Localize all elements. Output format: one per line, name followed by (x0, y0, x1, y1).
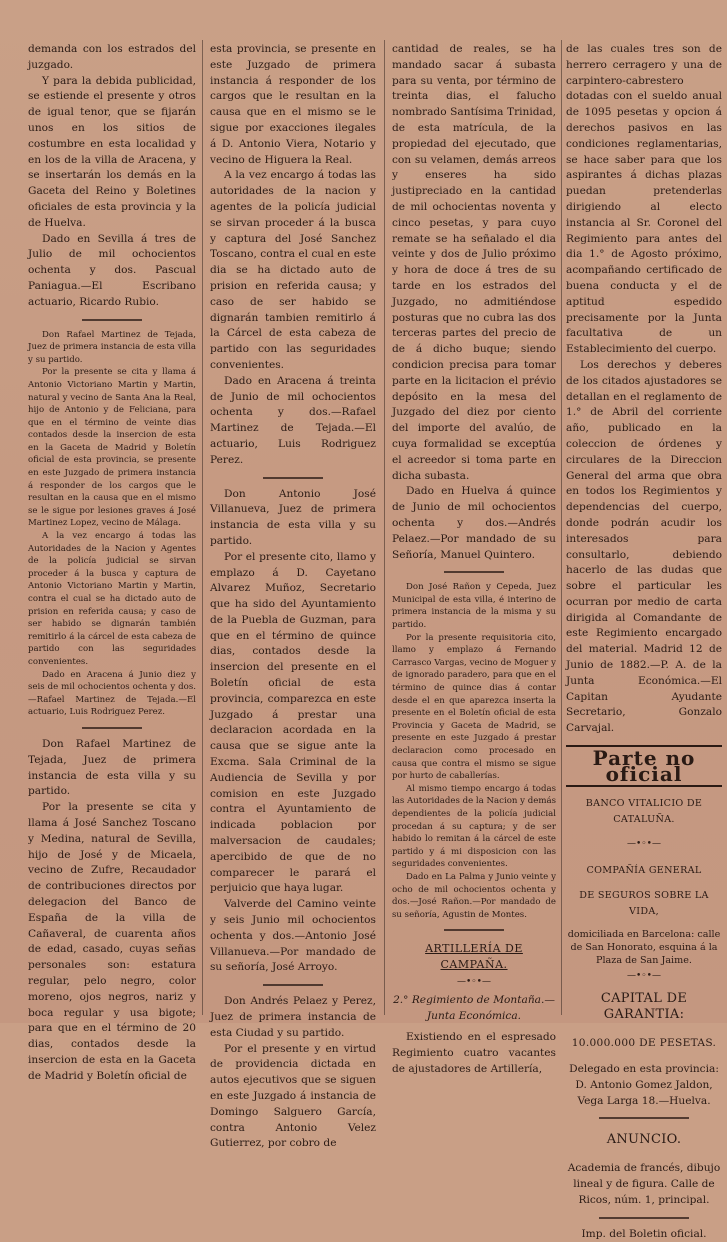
domicilio-text: domiciliada en Barcelona: calle de San Honorato, esquina á la Plaza de San Jaime. (567, 929, 721, 966)
capital-amount: 10.000.000 DE PESETAS. (571, 1036, 717, 1049)
column-rule (384, 40, 385, 1015)
column-rule (202, 40, 203, 1015)
anuncio-title: ANUNCIO. (606, 1132, 682, 1148)
paragraph: Y para la debida publicidad, se estiende el presente y otros de igual tenor, que se fijarán unos en los sitios de costumbre en esta localidad y en los de la villa de Aracena, y se insertarán los demás en la Gaceta del Reino y Boletines oficiales de esta provincia y la de Huelva. (28, 74, 196, 229)
artilleria-title: ARTILLERÍA DE CAMPAÑA. (425, 942, 523, 972)
paragraph: A la vez encargo á todas las autoridades de la nacion y agentes de la policía judicial se sirvan proceder á la busca y captura del José Sanchez Toscano, contra el cual en este dia se ha dictado auto de prision en referida causa; y caso de ser habido se dignarán tambien remitirlo á la Cárcel de esta cabeza de partido con las seguridades convenientes. (210, 169, 376, 371)
paragraph: Por la presente se cita y llama á José Sanchez Toscano y Medina, natural de Sevilla, hijo de José y de Micaela, vecino de Zufre, Recaudador de contribuciones directos por delegacion del Banco de España de la villa de Cañaveral, de cuarenta años de edad, casado, cuyas señas personales son: estatura regular, pelo negro, color moreno, ojos negros, nariz y boca regular y usa bigote; para que en el término de 20 dias, contados desde la insercion de esta en la Gaceta de Madrid y Boletín oficial de (28, 801, 196, 1082)
separator (263, 984, 323, 986)
paragraph: A la vez encargo á todas las Autoridades de la Nacion y Agentes de la policía judicial se sirvan proceder á la busca y captura de Antonio Victoriano Martin y Martin, contra el cual se ha dictado auto de prision en referida causa; y caso de ser habido se dignarán también remitirlo á la cárcel de esta cabeza de partido con las seguridades convenientes. (28, 531, 196, 667)
separator (599, 1117, 689, 1119)
academia-text: Academia de francés, dibujo lineal y de figura. Calle de Ricos, núm. 1, principal. (567, 1162, 721, 1206)
imprint: Imp. del Boletin oficial. (581, 1227, 707, 1240)
column-rule (561, 40, 562, 1015)
separator (263, 477, 323, 479)
paragraph: Por la presente requisitoria cito, llamo y emplazo á Fernando Carrasco Vargas, vecino de Moguer y de ignorado paradero, para que en el término de quince dias á contar desde el en que aparezca inserta la presente en el Boletín oficial de esta Provincia y Gaceta de Madrid, se presente en este Juzgado á prestar declaracion como procesado en causa que contra el mismo se sigue por hurto de caballerías. (392, 632, 556, 782)
paragraph: Valverde del Camino veinte y seis Junio mil ochocientos ochenta y dos.—Antonio José Villanueva.—Por mandado de su señoría, José Arroyo. (210, 898, 376, 974)
column-1 (28, 42, 196, 1082)
paragraph: Dado en Aracena á Junio diez y seis de mil ochocientos ochenta y dos.—Rafael Martinez de Tejada.—El actuario, Luis Rodriguez Perez. (28, 669, 196, 718)
column-4 (566, 42, 722, 1240)
edict-heading: Don José Rañon y Cepeda, Juez Municipal de esta villa, é interino de primera instancia de la misma y su partido. (392, 582, 556, 631)
separator (599, 1217, 689, 1219)
section-banner: Parte no oficial (566, 745, 722, 787)
ornament: —•◦•— (627, 971, 661, 982)
delegado-text: Delegado en esta provincia: D. Antonio Gomez Jaldon, Vega Larga 18.—Huelva. (569, 1062, 719, 1107)
subsection-title: 2.° Regimiento de Montaña.—Junta Económica. (393, 993, 555, 1022)
column-2 (210, 42, 376, 1150)
paragraph: Por la presente se cita y llama á Antonio Victoriano Martin y Martin, natural y vecino de Santa Ana la Real, hijo de Antonio y de Feliciana, para que en el término de veinte dias contados desde la insercion de esta en la Gaceta de Madrid y Boletín oficial de esta provincia, se presente en este Juzgado de primera instancia á responder de los cargos que le resultan en la causa que en el mismo se le sigue por lesiones graves á José Martinez Lopez, vecino de Málaga. (28, 367, 196, 529)
separator (82, 319, 142, 321)
paragraph: demanda con los estrados del juzgado. (28, 43, 196, 71)
paragraph: Al mismo tiempo encargo á todas las Autoridades de la Nacion y demás dependientes de la policía judicial procedan á su captura; y de ser habido lo remitan á la cárcel de este partido y á mi disposicion con las seguridades convenientes. (392, 783, 557, 870)
paragraph: Los derechos y deberes de los citados ajustadores se detallan en el reglamento de 1.° de Abril del corriente año, publicado en la coleccion de órdenes y circulares de la Direccion General del arma que obra en todos los Regimientos y dependencias del cuerpo, donde podrán acudir los interesados para consultarlo, debiendo hacerlo de las dudas que sobre el particular les ocurran por medio de carta dirigida al Comandante de este Regimiento encargado del material. Madrid 12 de Junio de 1882.—P. A. de la Junta Económica.—El Capitan Ayudante Secretario, Gonzalo Carvajal. (566, 358, 722, 735)
compania-title: COMPAÑÍA GENERAL (586, 864, 702, 876)
edict-heading: Don Andrés Pelaez y Perez, Juez de primera instancia de esta Ciudad y su partido. (210, 995, 376, 1039)
separator (82, 727, 142, 729)
paragraph: Existiendo en el espresado Regimiento cuatro vacantes de ajustadores de Artillería, (392, 1031, 556, 1075)
paragraph: Dado en Aracena á treinta de Junio de mil ochocientos ochenta y dos.—Rafael Martinez de Tejada.—El actuario, Luis Rodriguez Perez. (210, 374, 376, 466)
seguros-title: DE SEGUROS SOBRE LA VIDA, (579, 890, 709, 918)
edict-heading: Don Rafael Martinez de Tejada, Juez de primera instancia de esta villa y su partido. (28, 329, 196, 365)
edict-heading: Don Antonio José Villanueva, Juez de primera instancia de esta villa y su partido. (210, 487, 376, 547)
paragraph: Por el presente cito, llamo y emplazo á D. Cayetano Alvarez Muñoz, Secretario que ha sido del Ayuntamiento de la Puebla de Guzman, para que en el término de quince dias, contados desde la insercion del presente en el Boletín oficial de esta provincia, comparezca en este Juzgado á prestar una declaracion acordada en la causa que se sigue ante la Excma. Sala Criminal de la Audiencia de Sevilla y por comision en este Juzgado contra el Ayuntamiento de indicada poblacion por malversacion de caudales; apercibido de que de no comparecer le parará el perjuicio que haya lugar. (210, 550, 376, 895)
separator (444, 571, 504, 573)
paragraph: Dado en La Palma y Junio veinte y ocho de mil ochocientos ochenta y dos.—José Rañon.—Por mandado de su señoría, Agustin de Montes. (392, 871, 556, 920)
edict-heading: Don Rafael Martinez de Tejada, Juez de primera instancia de esta villa y su partido. (28, 737, 196, 798)
paragraph: Por el presente y en virtud de providencia dictada en autos ejecutivos que se siguen en este Juzgado á instancia de Domingo Salguero García, contra Antonio Velez Gutierrez, por cobro de (210, 1042, 376, 1150)
banco-title: BANCO VITALICIO DE CATALUÑA. (585, 798, 703, 826)
paragraph: cantidad de reales, se ha mandado sacar á subasta para su venta, por término de treinta dias, el falucho nombrado Santísima Trinidad, de esta matrícula, de la propiedad del ejecutado, que con su velamen, demás arreos y enseres ha sido justipreciado en la cantidad de mil ochocientas noventa y cinco pesetas, y para cuyo remate se ha señalado el dia veinte y dos de Julio próximo y hora de doce á tres de su tarde en los estrados del Juzgado, no admitiéndose posturas que no cubra las dos terceras partes del precio de de á dicho buque; siendo condicion precisa para tomar parte en la licitacion el prévio depósito en la mesa del Juzgado del diez por ciento del importe del avalúo, de cuya formalidad se exceptúa el acreedor si toma parte en dicha subasta. (392, 43, 556, 482)
column-3 (392, 42, 557, 1075)
ornament: —•◦•— (627, 839, 661, 850)
separator (444, 929, 504, 931)
paragraph: de las cuales tres son de herrero cerragero y una de carpintero-cabrestero dotadas con el sueldo anual de 1095 pesetas y opcion á derechos pasivos en las condiciones reglamentarias, se hace saber para que los aspirantes á dichas plazas puedan pretenderlas dirigiendo al electo instancia al Sr. Coronel del Regimiento para antes del dia 1.° de Agosto próximo, acompañando certificado de buena conducta y el de aptitud espedido precisamente por la Junta facultativa de un Establecimiento del cuerpo. (566, 43, 722, 356)
ornament: —•◦•— (457, 976, 491, 987)
paragraph: Dado en Huelva á quince de Junio de mil ochocientos ochenta y dos.—Andrés Pelaez.—Por mandado de su Señoría, Manuel Quintero. (392, 485, 556, 561)
capital-title: CAPITAL DE GARANTIA: (600, 990, 688, 1022)
section-title (392, 941, 556, 973)
paragraph: Dado en Sevilla á tres de Julio de mil ochocientos ochenta y dos. Pascual Paniagua.—El Escribano actuario, Ricardo Rubio. (28, 232, 196, 308)
paragraph: esta provincia, se presente en este Juzgado de primera instancia á responder de los cargos que le resultan en la causa que en el mismo se le sigue por exacciones ilegales á D. Antonio Viera, Notario y vecino de Higuera la Real. (210, 43, 376, 166)
